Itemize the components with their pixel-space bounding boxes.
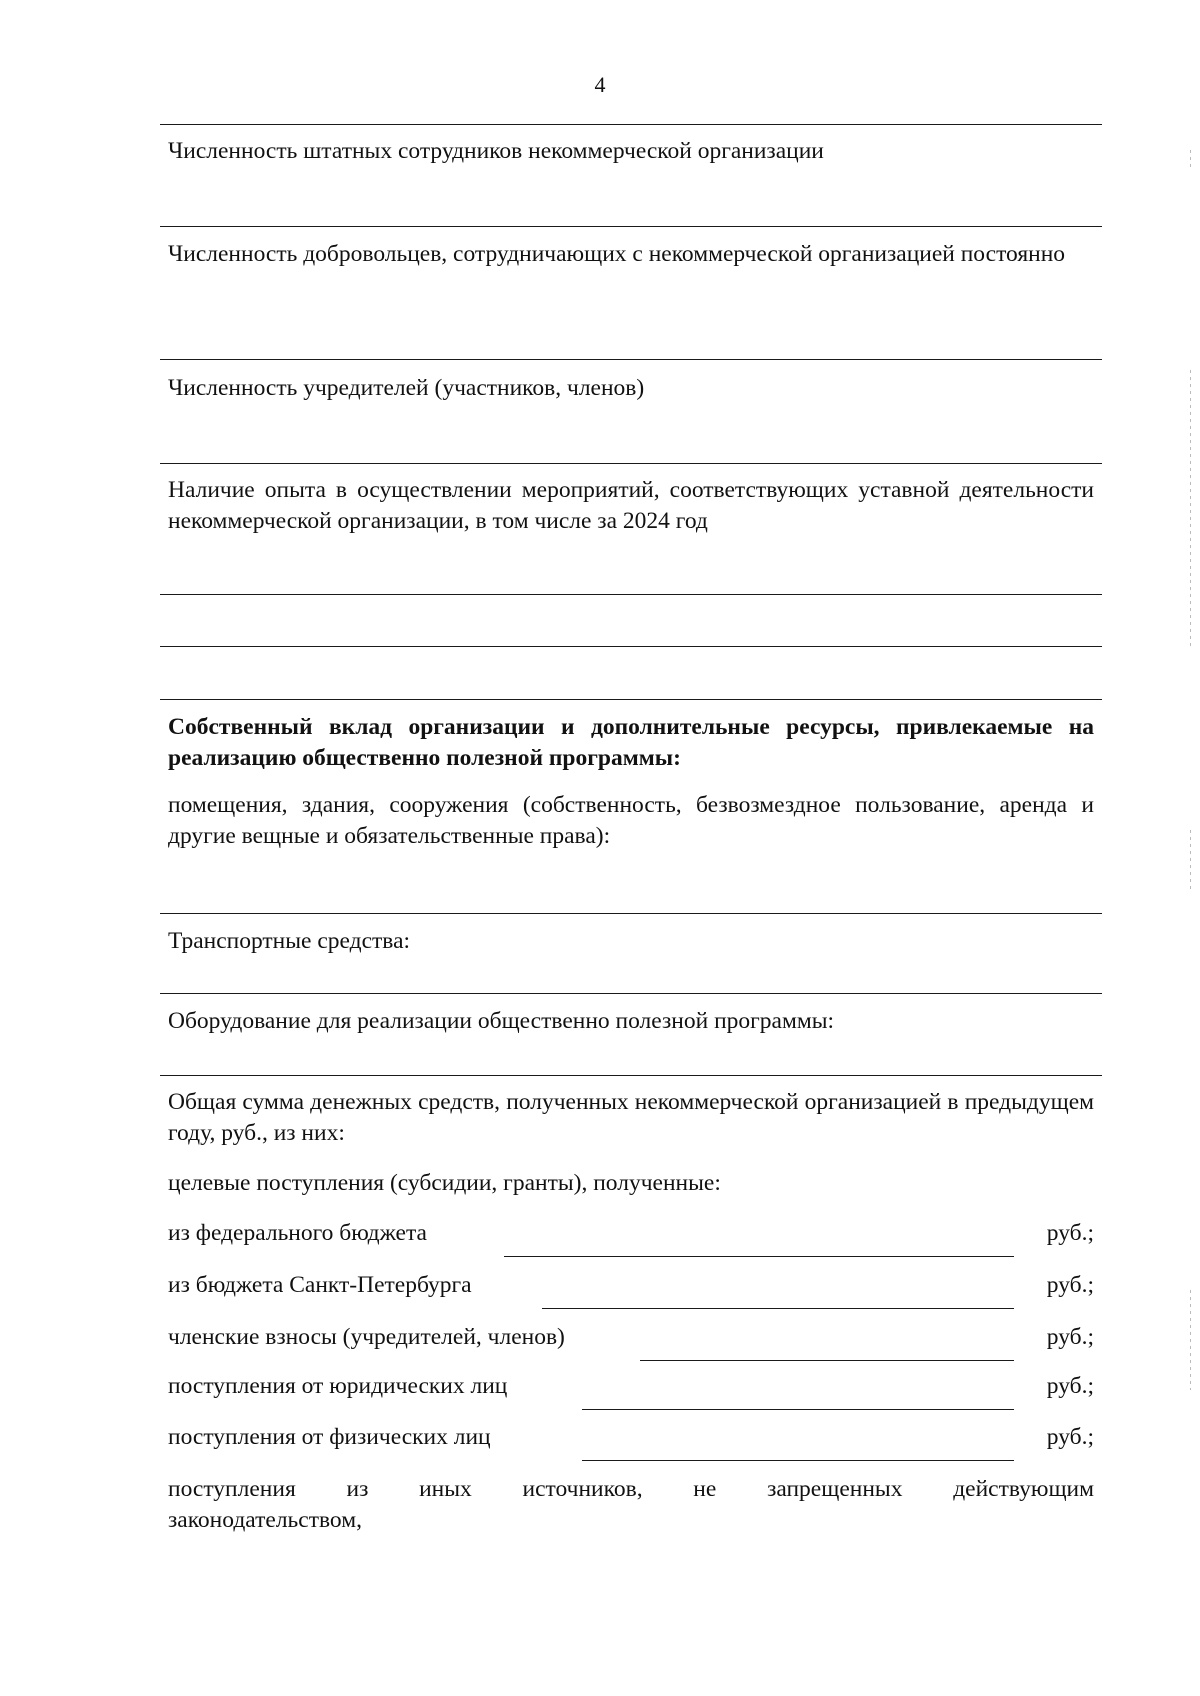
income-amount-field[interactable] (582, 1409, 1014, 1410)
income-amount-field[interactable] (640, 1360, 1014, 1361)
premises-label: помещения, здания, сооружения (собственность, безвозмездное пользование, аренда и другие вещные и обязательственные права): (168, 792, 1094, 849)
experience-label: Наличие опыта в осуществлении мероприятий, соответствующих уставной деятельности некоммерческой организации, в том числе за 2024 год (168, 477, 1094, 534)
income-row-label: членские взносы (учредителей, членов) (168, 1324, 565, 1350)
page-number: 4 (594, 72, 606, 97)
other-sources-label-line-1: поступления из иных источников, не запрещенных действующим (168, 1476, 1094, 1502)
income-row-unit: руб.; (1046, 1324, 1094, 1350)
income-row-unit: руб.; (1046, 1373, 1094, 1399)
scan-edge-mark (1190, 150, 1191, 168)
scan-edge-mark (1190, 1290, 1191, 1390)
experience-answer-line-3[interactable] (160, 699, 1102, 700)
income-amount-field[interactable] (542, 1308, 1014, 1309)
vehicles-label: Транспортные средства: (168, 928, 411, 954)
income-row-label: из бюджета Санкт-Петербурга (168, 1272, 472, 1298)
equipment-label: Оборудование для реализации общественно полезной программы: (168, 1008, 835, 1034)
income-row-label: поступления от юридических лиц (168, 1373, 508, 1399)
other-sources-label-line-2: законодательством, (168, 1507, 362, 1533)
experience-answer-line-2[interactable] (160, 646, 1102, 647)
income-row-unit: руб.; (1046, 1220, 1094, 1246)
income-row-label: поступления от физических лиц (168, 1424, 491, 1450)
income-amount-field[interactable] (582, 1460, 1014, 1461)
income-row-membership (168, 1324, 1094, 1360)
volunteers-count-label: Численность добровольцев, сотрудничающих с некоммерческой организацией постоянно (168, 241, 1066, 267)
premises-answer-line[interactable] (160, 913, 1102, 914)
income-row-individuals (168, 1424, 1094, 1460)
staff-count-label: Численность штатных сотрудников некоммерческой организации (168, 138, 824, 164)
scan-edge-mark (1190, 370, 1191, 650)
income-row-unit: руб.; (1046, 1272, 1094, 1298)
income-amount-field[interactable] (504, 1256, 1014, 1257)
income-row-federal (168, 1220, 1094, 1256)
staff-count-answer-line[interactable] (160, 226, 1102, 227)
vehicles-answer-line[interactable] (160, 993, 1102, 994)
experience-answer-line-1[interactable] (160, 594, 1102, 595)
equipment-answer-line[interactable] (160, 1075, 1102, 1076)
volunteers-count-answer-line[interactable] (160, 359, 1102, 360)
income-row-label: из федерального бюджета (168, 1220, 427, 1246)
own-contribution-heading: Собственный вклад организации и дополнительные ресурсы, привлекаемые на реализацию общественно полезной программы: (168, 714, 1094, 771)
targeted-receipts-label: целевые поступления (субсидии, гранты), полученные: (168, 1170, 721, 1196)
income-row-legal-entities (168, 1373, 1094, 1409)
scan-edge-mark (1190, 830, 1191, 890)
divider-line (160, 124, 1102, 125)
founders-count-label: Численность учредителей (участников, членов) (168, 375, 645, 401)
income-row-unit: руб.; (1046, 1424, 1094, 1450)
income-row-spb (168, 1272, 1094, 1308)
total-funds-label: Общая сумма денежных средств, полученных некоммерческой организацией в предыдущем году, руб., из них: (168, 1089, 1094, 1146)
founders-count-answer-line[interactable] (160, 463, 1102, 464)
